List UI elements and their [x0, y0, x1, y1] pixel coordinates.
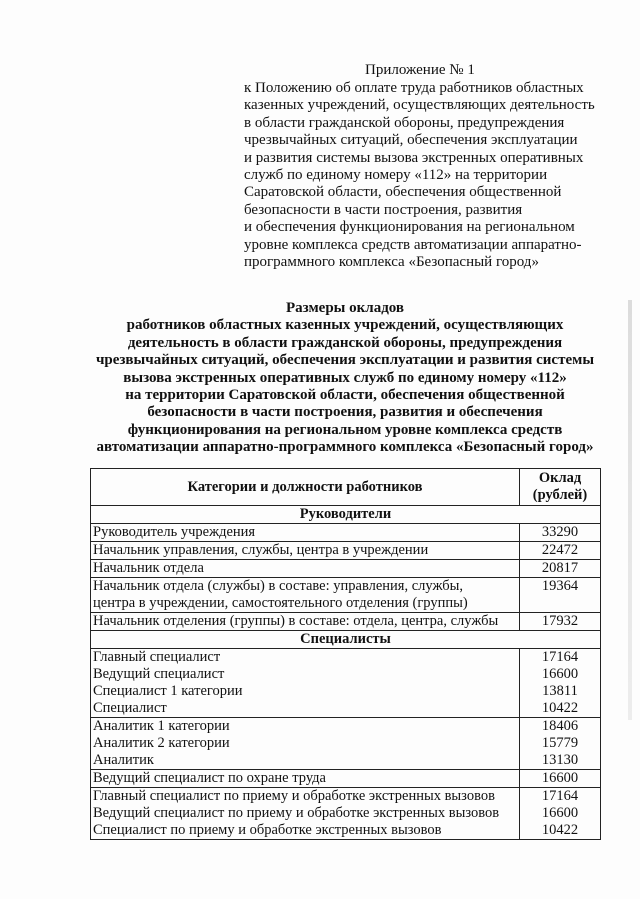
position-name: Аналитик 1 категории [91, 718, 520, 736]
table-row [91, 542, 601, 560]
position-name: Специалист 1 категории [91, 683, 520, 700]
table-row [91, 666, 601, 683]
scan-edge-shadow [628, 300, 632, 720]
table-row [91, 735, 601, 752]
table-row [91, 752, 601, 770]
table-row [91, 649, 601, 667]
col-header-salary-line2: (рублей) [532, 487, 588, 503]
heading-line: чрезвычайных ситуаций, обеспечения эксплуатации и развития системы [95, 352, 595, 369]
heading-line: вызова экстренных оперативных служб по единому номеру «112» [123, 369, 567, 386]
table-row [91, 560, 601, 578]
appendix-line: чрезвычайных ситуаций, обеспечения эксплуатации [244, 132, 578, 149]
appendix-line: уровне комплекса средств автоматизации аппаратно- [244, 236, 582, 253]
salary-value: 20817 [520, 560, 601, 578]
position-name: Специалист по приему и обработке экстренных вызовов [91, 822, 520, 840]
appendix-line: и развития системы вызова экстренных оперативных [244, 149, 584, 166]
salary-value: 13811 [520, 683, 601, 700]
heading-line: Размеры окладов [285, 300, 405, 316]
appendix-text [244, 80, 596, 271]
salary-value: 17164 [520, 649, 601, 667]
table-header-row [91, 469, 601, 506]
position-name: Ведущий специалист [91, 666, 520, 683]
section-row [91, 631, 601, 649]
position-name: Аналитик 2 категории [91, 735, 520, 752]
table-row [91, 700, 601, 718]
position-name-line2: центра в учреждении, самостоятельного отделения (группы) [93, 595, 468, 611]
table-row [91, 578, 601, 613]
salary-value: 33290 [520, 524, 601, 542]
appendix-line: безопасности в части построения, развития [244, 201, 523, 218]
position-name: Главный специалист по приему и обработке экстренных вызовов [91, 788, 520, 806]
position-name-line1: Начальник отдела (службы) в составе: управления, службы, [93, 578, 464, 594]
col-header-salary [520, 469, 601, 506]
salary-value: 16600 [520, 770, 601, 788]
appendix-line: в области гражданской обороны, предупреждения [244, 114, 565, 131]
position-name: Аналитик [91, 752, 520, 770]
position-name: Начальник отделения (группы) в составе: отдела, центра, службы [91, 613, 520, 631]
table-row [91, 683, 601, 700]
col-header-position: Категории и должности работников [91, 469, 520, 506]
heading-line: на территории Саратовской области, обеспечения общественной [125, 387, 565, 404]
position-name: Главный специалист [91, 649, 520, 667]
appendix-line: казенных учреждений, осуществляющих деятельность [244, 97, 595, 114]
section-managers: Руководители [91, 506, 601, 524]
salary-value: 19364 [520, 578, 601, 613]
salary-value: 17932 [520, 613, 601, 631]
salary-value: 13130 [520, 752, 601, 770]
appendix-title: Приложение № 1 [365, 62, 475, 78]
salary-value: 16600 [520, 666, 601, 683]
salary-value: 16600 [520, 805, 601, 822]
appendix-line: к Положению об оплате труда работников областных [244, 80, 584, 96]
position-name: Специалист [91, 700, 520, 718]
heading-line: работников областных казенных учреждений, осуществляющих [126, 317, 564, 334]
position-name: Руководитель учреждения [91, 524, 520, 542]
salary-value: 15779 [520, 735, 601, 752]
position-name: Начальник отдела [91, 560, 520, 578]
appendix-line: служб по единому номеру «112» на территории [244, 167, 548, 184]
salary-value: 18406 [520, 718, 601, 736]
position-name: Ведущий специалист по приему и обработке экстренных вызовов [91, 805, 520, 822]
salary-table [90, 468, 601, 840]
appendix-line: и обеспечения функционирования на региональном [244, 219, 575, 236]
salary-value: 17164 [520, 788, 601, 806]
salary-value: 10422 [520, 822, 601, 840]
table-row [91, 805, 601, 822]
section-specialists: Специалисты [91, 631, 601, 649]
salary-value: 10422 [520, 700, 601, 718]
salary-value: 22472 [520, 542, 601, 560]
table-row [91, 718, 601, 736]
heading-line: автоматизации аппаратно-программного комплекса «Безопасный город» [96, 439, 594, 456]
table-row [91, 822, 601, 840]
heading-line: безопасности в части построения, развития и обеспечения [147, 404, 543, 421]
position-name: Ведущий специалист по охране труда [91, 770, 520, 788]
heading-line: деятельность в области гражданской обороны, предупреждения [127, 334, 563, 351]
table-row [91, 770, 601, 788]
appendix-line: Саратовской области, обеспечения общественной [244, 184, 562, 201]
heading-line: функционирования на региональном уровне комплекса средств [127, 421, 563, 438]
appendix-line: программного комплекса «Безопасный город» [244, 254, 539, 271]
document-heading [90, 300, 600, 457]
table-row [91, 524, 601, 542]
position-name: Начальник управления, службы, центра в учреждении [91, 542, 520, 560]
position-name [91, 578, 520, 613]
section-row [91, 506, 601, 524]
table-row [91, 788, 601, 806]
col-header-salary-line1: Оклад [538, 470, 582, 486]
table-row [91, 613, 601, 631]
